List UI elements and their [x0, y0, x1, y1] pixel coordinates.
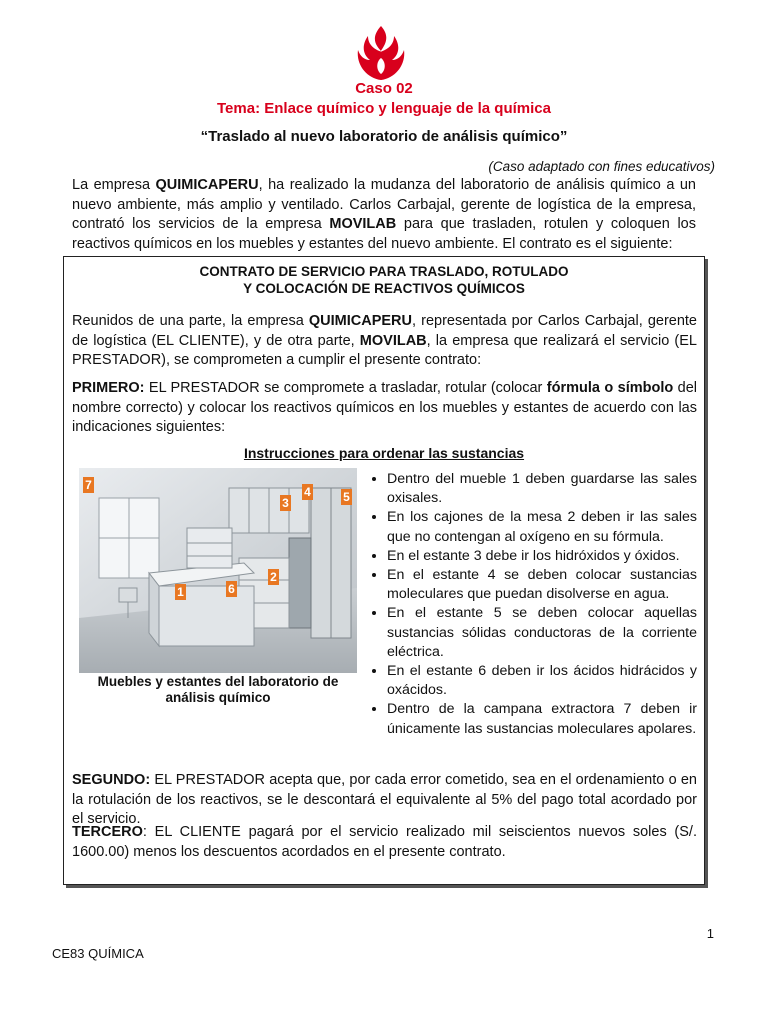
provider-name: MOVILAB: [329, 216, 397, 232]
clause-text: : EL CLIENTE pagará por el servicio realizado mil seiscientos nuevos soles (S/. 1600.00) menos los descuentos acordados en el presente contrato.: [72, 824, 697, 860]
paragraph-text: , representada por Carlos Carbajal, gerente de logística (EL CLIENTE), y de otra parte,: [72, 313, 697, 349]
furniture-marker-5: 5: [341, 489, 352, 505]
intro-paragraph: [72, 176, 696, 254]
clause-first: [72, 379, 697, 438]
intro-text: La empresa: [72, 177, 156, 193]
furniture-marker-3: 3: [280, 495, 291, 511]
footer-course-code: CE83 QUÍMICA: [52, 946, 144, 961]
contract-title: [64, 263, 704, 297]
clause-text: EL PRESTADOR se compromete a trasladar, rotular (colocar: [144, 380, 547, 396]
furniture-marker-4: 4: [302, 484, 313, 500]
contract-title-line: Y COLOCACIÓN DE REACTIVOS QUÍMICOS: [243, 281, 525, 296]
intro-text: , ha realizado la mudanza del laboratorio de análisis químico a un nuevo ambiente, más amplio y ventilado. Carlos Carbajal, gerente de logística de la empresa, contrató los servicios de la empresa: [72, 177, 696, 232]
provider-name: MOVILAB: [359, 332, 427, 349]
company-name: QUIMICAPERU: [155, 177, 259, 193]
page-number: 1: [706, 926, 714, 941]
case-number: Caso 02: [355, 80, 413, 97]
lab-furniture-image: [79, 468, 357, 673]
instructions-heading: Instrucciones para ordenar las sustancias: [243, 445, 525, 461]
instruction-item: • Dentro de la campana extractora 7 deben ir únicamente las sustancias moleculares apolares.: [387, 700, 697, 738]
clause-text: del nombre correcto) y colocar los reactivos químicos en los muebles y estantes de acuerdo con las indicaciones siguientes:: [72, 380, 697, 435]
instruction-item: • En los cajones de la mesa 2 deben ir las sales que no contengan al oxígeno en su fórmula.: [387, 508, 697, 546]
clause-label: TERCERO: [72, 824, 143, 840]
topic-title: Tema: Enlace químico y lenguaje de la química: [217, 100, 551, 117]
lab-illustration: [79, 468, 357, 673]
clause-label: PRIMERO:: [72, 380, 145, 396]
image-caption: Muebles y estantes del laboratorio de análisis químico: [97, 674, 339, 705]
company-name: QUIMICAPERU: [308, 313, 413, 329]
contract-title-line: CONTRATO DE SERVICIO PARA TRASLADO, ROTULADO: [199, 264, 569, 279]
instruction-item: • En el estante 4 se deben colocar sustancias moleculares que puedan disolverse en agua.: [387, 566, 697, 604]
clause-bold-text: fórmula o símbolo: [546, 380, 674, 396]
furniture-marker-6: 6: [226, 581, 237, 597]
instruction-item: • En el estante 6 deben ir los ácidos hidrácidos y oxácidos.: [387, 662, 697, 700]
instruction-item: • En el estante 3 debe ir los hidróxidos y óxidos.: [387, 547, 697, 566]
parties-paragraph: [72, 312, 697, 371]
clause-text: EL PRESTADOR acepta que, por cada error cometido, sea en el ordenamiento o en la rotulación de los reactivos, se le descontará el equivalente al 5% del pago total acordado por el servicio.: [72, 772, 697, 827]
paragraph-text: , la empresa que realizará el servicio (EL PRESTADOR), se comprometen a cumplir el presente contrato:: [72, 332, 697, 368]
intro-text: para que trasladen, rotulen y coloquen los reactivos químicos en los muebles y estantes del nuevo ambiente. El contrato es el siguiente:: [72, 216, 696, 252]
furniture-marker-1: 1: [175, 584, 186, 600]
case-subtitle: “Traslado al nuevo laboratorio de análisis químico”: [200, 128, 568, 145]
clause-label: SEGUNDO:: [72, 772, 151, 788]
instruction-item: • Dentro del mueble 1 deben guardarse las sales oxisales.: [387, 470, 697, 508]
contract-box: [63, 256, 705, 885]
clause-third: [72, 823, 697, 862]
furniture-marker-2: 2: [268, 569, 279, 585]
university-logo: [356, 24, 406, 82]
paragraph-text: Reunidos de una parte, la empresa: [72, 313, 309, 329]
adapted-note: (Caso adaptado con fines educativos): [488, 159, 715, 174]
instruction-list: [369, 470, 697, 739]
clause-second: [72, 771, 697, 830]
furniture-marker-7: 7: [83, 477, 94, 493]
instruction-item: • En el estante 5 se deben colocar aquellas sustancias sólidas conductoras de la corriente eléctrica.: [387, 604, 697, 662]
